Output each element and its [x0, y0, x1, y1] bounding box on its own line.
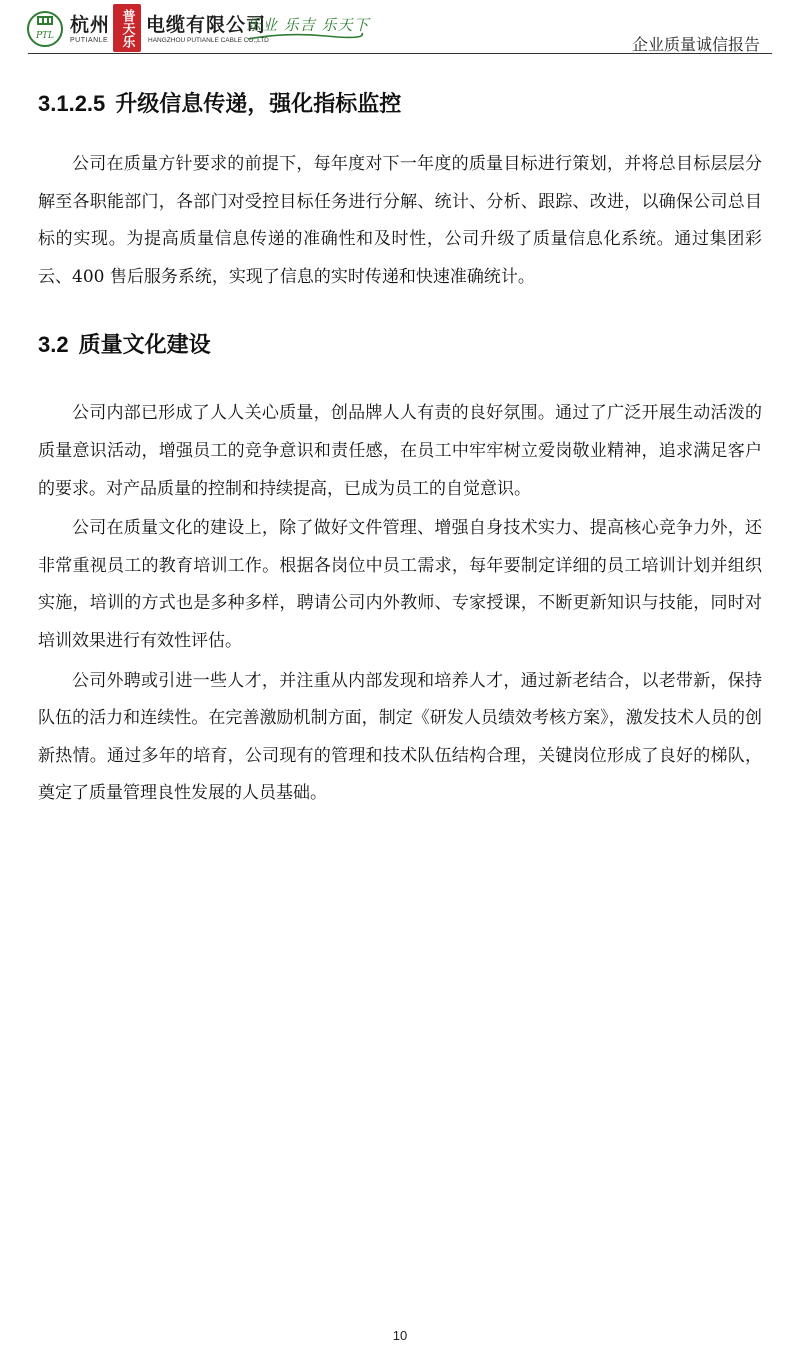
section-number: 3.2 [38, 332, 69, 358]
company-name-cn-part2: 电缆有限公司 [146, 14, 267, 36]
paragraph: 公司在质量方针要求的前提下，每年度对下一年度的质量目标进行策划，并将总目标层层分解至各职能部门，各部门对受控目标任务进行分解、统计、分析、跟踪、改进，以确保公司总目标的实现。为提高质量信息传递的准确性和及时性，公司升级了质量信息化系统。通过集团彩云、400 售后服务系统，实现了信息的实时传递和快速准确统计。 [38, 154, 762, 287]
brand-seal [113, 4, 141, 52]
header-divider [28, 53, 772, 54]
company-slogan: 乐业 乐吉 乐天下 [246, 16, 370, 34]
paragraph: 公司外聘或引进一些人才，并注重从内部发现和培养人才，通过新老结合，以老带新，保持队伍的活力和连续性。在完善激励机制方面，制定《研发人员绩效考核方案》，激发技术人员的创新热情。通过多年的培育，公司现有的管理和技术队伍结构合理，关键岗位形成了良好的梯队，奠定了质量管理良性发展的人员基础。 [38, 670, 762, 804]
company-emblem-icon [26, 10, 64, 48]
emblem-text: PTL [35, 31, 55, 41]
section-heading-3-1-2-5 [38, 89, 762, 120]
section-number: 3.1.2.5 [38, 91, 106, 116]
page-number: 10 [392, 1328, 408, 1343]
page-content [38, 80, 762, 813]
section-title: 质量文化建设 [78, 333, 211, 359]
report-title: 企业质量诚信报告 [631, 35, 760, 54]
brand-seal-text: 普天乐 [119, 8, 135, 48]
company-name-cn-part1: 杭州 [70, 14, 111, 36]
paragraph: 公司内部已形成了人人关心质量，创品牌人人有责的良好氛围。通过了广泛开展生动活泼的质量意识活动，增强员工的竞争意识和责任感，在员工中牢牢树立爱岗敬业精神，追求满足客户的要求。对产品质量的控制和持续提高，已成为员工的自觉意识。 [38, 403, 762, 499]
paragraph: 公司在质量文化的建设上，除了做好文件管理、增强自身技术实力、提高核心竞争力外，还非常重视员工的教育培训工作。根据各岗位中员工需求，每年要制定详细的员工培训计划并组织实施，培训的方式也是多种多样，聘请公司内外教师、专家授课，不断更新知识与技能，同时对培训效果进行有效性评估。 [38, 518, 762, 651]
section-title: 升级信息传递，强化指标监控 [115, 92, 402, 117]
company-name-en: HANGZHOU PUTIANLE CABLE CO.,LTD [148, 37, 269, 44]
company-name-en-short: PUTIANLE [70, 37, 109, 44]
company-name-cn [70, 10, 266, 37]
page-header [0, 0, 800, 58]
section-heading-3-2 [38, 330, 762, 361]
slogan-swoosh-icon [246, 30, 364, 42]
